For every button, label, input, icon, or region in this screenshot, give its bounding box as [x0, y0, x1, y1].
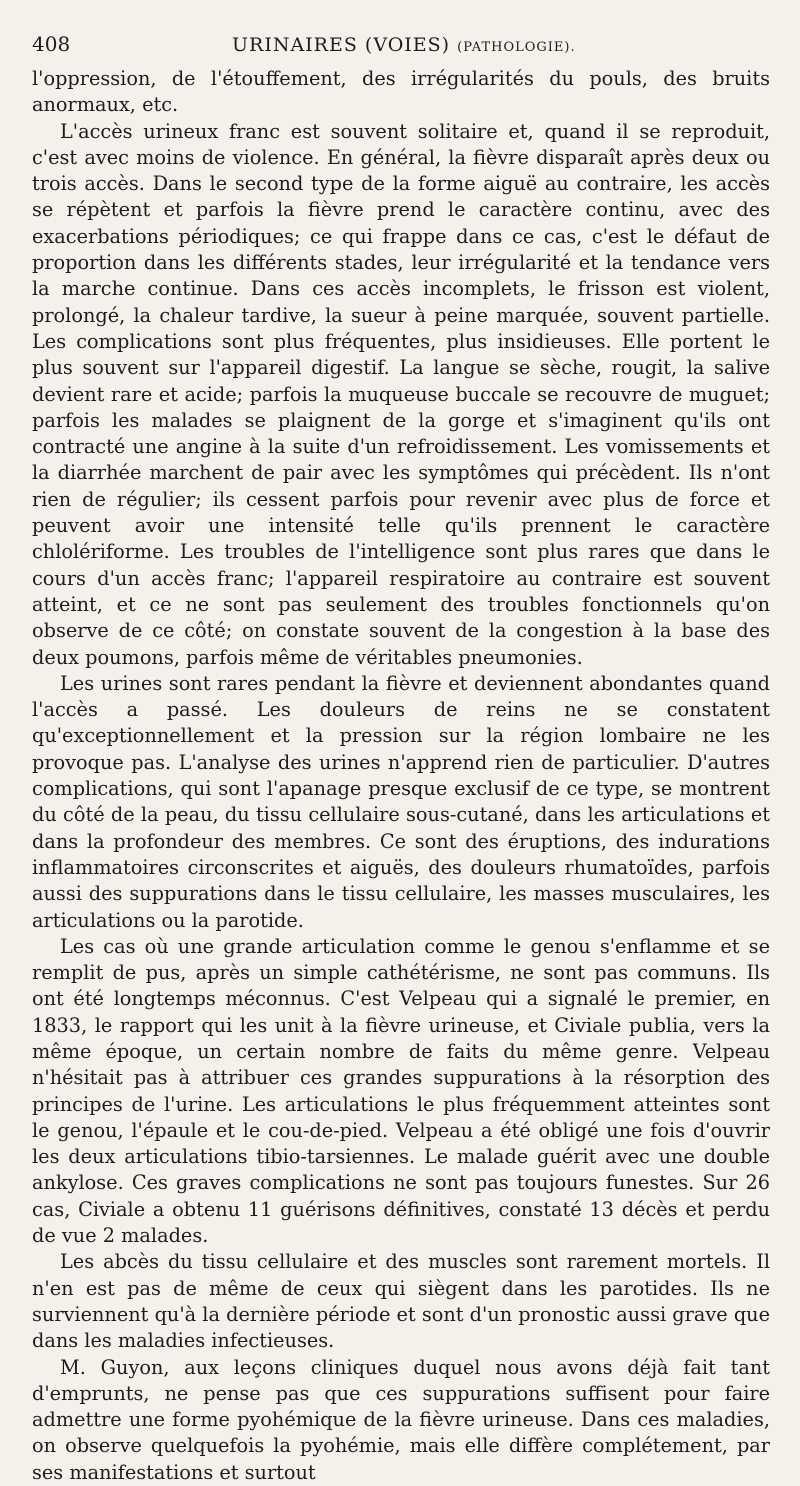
- page-number: 408: [32, 32, 71, 56]
- paragraph-continuation: l'oppression, de l'étouffement, des irrégularités du pouls, des bruits anormaux, etc.: [32, 67, 770, 117]
- running-title-section: (PATHOLOGIE).: [457, 40, 576, 55]
- paragraph: Les cas où une grande articulation comme le genou s'enflamme et se remplit de pus, après un simple cathétérisme, ne sont pas communs. Ils ont été longtemps méconnus. C'est Velpeau qui a signalé le premier, en 1833, le rapport qui les unit à la fièvre urineuse, et Civiale publia, vers la même époque, un certain nombre de faits du même genre. Velpeau n'hésitait pas à attribuer ces grandes suppurations à la résorption des principes de l'urine. Les articulations le plus fréquemment atteintes sont le genou, l'épaule et le cou-de-pied. Velpeau a été obligé une fois d'ouvrir les deux articulations tibio-tarsiennes. Le malade guérit avec une double ankylose. Ces graves complications ne sont pas toujours funestes. Sur 26 cas, Civiale a obtenu 11 guérisons définitives, constaté 13 décès et perdu de vue 2 malades.: [32, 934, 770, 1248]
- paragraph: Les abcès du tissu cellulaire et des muscles sont rarement mortels. Il n'en est pas de même de ceux qui siègent dans les parotides. Ils ne surviennent qu'à la dernière période et sont d'un pronostic aussi grave que dans les maladies infectieuses.: [32, 1250, 770, 1353]
- running-title: [182, 34, 770, 56]
- paragraph: Les urines sont rares pendant la fièvre et deviennent abondantes quand l'accès a passé. Les douleurs de reins ne se constatent qu'exceptionnellement et la pression sur la région lombaire ne les provoque pas. L'analyse des urines n'apprend rien de particulier. D'autres complications, qui sont l'apanage presque exclusif de ce type, se montrent du côté de la peau, du tissu cellulaire sous-cutané, dans les articulations et dans la profondeur des membres. Ce sont des éruptions, des indurations inflammatoires circonscrites et aiguës, des douleurs rhumatoïdes, parfois aussi des suppurations dans le tissu cellulaire, les masses musculaires, les articulations ou la parotide.: [32, 671, 770, 932]
- running-head: [32, 32, 770, 66]
- running-title-main: URINAIRES (VOIES): [232, 34, 451, 56]
- body-text: [32, 66, 770, 1486]
- paragraph: L'accès urineux franc est souvent solitaire et, quand il se reproduit, c'est avec moins de violence. En général, la fièvre disparaît après deux ou trois accès. Dans le second type de la forme aiguë au contraire, les accès se répètent et parfois la fièvre prend le caractère continu, avec des exacerbations périodiques; ce qui frappe dans ce cas, c'est le défaut de proportion dans les différents stades, leur irrégularité et la tendance vers la marche continue. Dans ces accès incomplets, le frisson est violent, prolongé, la chaleur tardive, la sueur à peine marquée, souvent partielle. Les complications sont plus fréquentes, plus insidieuses. Elle portent le plus souvent sur l'appareil digestif. La langue se sèche, rougit, la salive devient rare et acide; parfois la muqueuse buccale se recouvre de muguet; parfois les malades se plaignent de la gorge et s'imaginent qu'ils ont contracté une angine à la suite d'un refroidissement. Les vomissements et la diarrhée marchent de pair avec les symptômes qui précèdent. Ils n'ont rien de régulier; ils cessent parfois pour revenir avec plus de force et peuvent avoir une intensité telle qu'ils prennent le caractère chlolériforme. Les troubles de l'intelligence sont plus rares que dans le cours d'un accès franc; l'appareil respiratoire au contraire est souvent atteint, et ce ne sont pas seulement des troubles fonctionnels qu'on observe de ce côté; on constate souvent de la congestion à la base des deux poumons, parfois même de véritables pneumonies.: [32, 119, 770, 669]
- paragraph: M. Guyon, aux leçons cliniques duquel nous avons déjà fait tant d'emprunts, ne pense pas que ces suppurations suffisent pour faire admettre une forme pyohémique de la fièvre urineuse. Dans ces maladies, on observe quelquefois la pyohémie, mais elle diffère complétement, par ses manifestations et surtout: [32, 1355, 770, 1484]
